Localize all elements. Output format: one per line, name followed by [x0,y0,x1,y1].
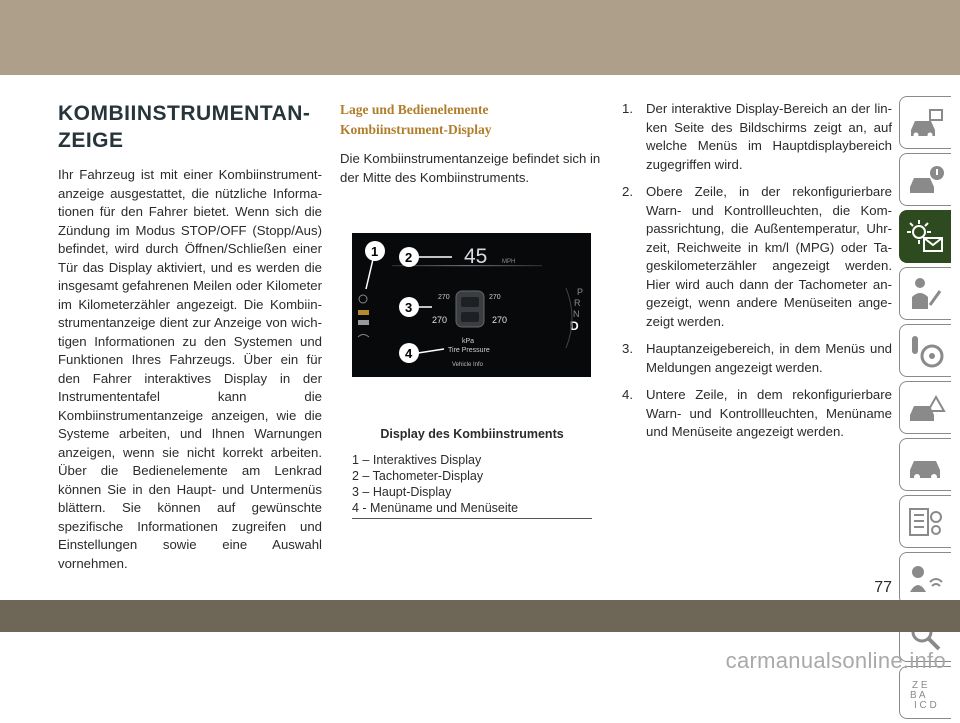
intro-column [58,100,322,573]
car-warning-icon [906,161,946,199]
svg-text:B A: B A [909,689,926,701]
header-band [0,0,960,75]
car-service-icon [906,446,946,484]
dashboard-light-icon [906,218,946,256]
tab-emergency[interactable] [899,381,951,434]
legend-item: 3 – Haupt-Display [352,485,452,499]
footer-band [0,600,960,632]
legend-item: 2 – Tachometer-Display [352,469,484,483]
page-number: 77 [874,579,892,596]
section-title-line1: KOMBIINSTRUMENTAN- [58,102,311,125]
callout-3-label: 3 [405,300,413,315]
road-emergency-icon [906,389,946,427]
intro-paragraph: Ihr Fahrzeug ist mit einer Kombiinstrumentanzeige ausgestattet, die nützliche Informationen für den Fahrer bietet. Wenn sich die Zündung im Modus STOP/OFF (Stopp/Aus) befindet, wird durch Öffnen/Schließen einer Tür das Display aktiviert, und es werden die insgesamt gefahrenen Meilen oder Kilometer im Kilometerzähler angezeigt. Die Kombiinstrumentanzeige dient zur Anzeige von wichtigen Informationen zu den Systemen und Funktionen Ihres Fahrzeugs. Über ein für den Fahrer interaktives Display in der Instrumententafel kann die Kombiinstrumentanzeige anzeigen, wie die Systeme arbeiten, und Ihnen Warnungen anzeigen, wenn sie nicht korrekt arbeiten. Über die Bedienelemente am Lenkrad können Sie in den Haupt- und Untermenüs blättern. Sie können auf gewünschte spezifische Informationen zugreifen und Einstellungen sowie eine Auswahl vornehmen. [58,167,322,571]
figure-caption: Display des Kombiinstruments [380,427,564,441]
tab-service[interactable] [899,438,951,491]
tire-rear-right: 270 [492,315,508,325]
cluster-display-illustration [352,233,591,377]
subheading-line1: Lage und Bedienelemente [340,102,489,117]
gear-r: R [574,298,581,308]
figure-legend [352,452,592,516]
multimedia-icon [906,560,946,598]
safety-person-icon [906,275,946,313]
tab-multimedia[interactable] [899,552,951,605]
list-item: 3. Hauptanzeigebereich, in dem Menüs und Meldungen angezeigt werden. [622,341,892,375]
legend-divider [352,518,592,519]
gear-d: D [570,319,579,333]
callout-2-label: 2 [405,250,413,265]
lamp-icon [358,320,369,325]
gear-n: N [573,309,580,319]
tire-front-right: 270 [489,294,501,301]
tab-car-info[interactable] [899,96,951,149]
subheading [340,100,604,140]
tab-steering[interactable] [899,324,951,377]
warning-lamp-icon [358,310,369,315]
speed-unit: MPH [502,259,516,265]
tire-label: Tire Pressure [448,347,490,354]
location-column [340,100,604,187]
tire-rear-left: 270 [432,315,448,325]
gear-p: P [577,287,584,297]
steps-column [622,100,892,451]
tab-specifications[interactable] [899,495,951,548]
list-item: 2. Obere Zeile, in der rekonfigurierbare Warn- und Kontrollleuchten, die Kompassrichtung, die Außentemperatur, Uhrzeit, Reichweite in km/l (MPG) oder Tageskilometerzähler angezeigt werden. Hier wird auch dann der Tachometer angezeigt, wenn andere Menüseiten angezeigt werden. [622,184,892,329]
specifications-icon [906,503,946,541]
legend-item: 4 - Menüname und Menüseite [352,501,519,515]
tab-car-warning[interactable] [899,153,951,206]
list-item: 4. Untere Zeile, in dem rekonfigurierbare Warn- und Kontrollleuchten, Menüname und Menüseite angezeigt werden. [622,387,892,439]
tab-safety[interactable] [899,267,951,320]
svg-text:Z E: Z E [911,679,928,691]
legend-item: 1 – Interaktives Display [352,453,482,467]
location-paragraph: Die Kombiinstrumentanzeige befindet sich in der Mitte des Kombiinstruments. [340,151,601,185]
section-title [58,100,322,154]
list-item: 1. Der interaktive Display-Bereich an der linken Seite des Bildschirms zeigt an, auf welche Menüs im Hauptdisplaybereich zugegriffen wird. [622,101,892,172]
tire-unit: kPa [462,338,475,345]
subheading-line2: Kombiinstrument-Display [340,122,492,137]
cluster-display-figure [352,233,591,377]
callout-1-label: 1 [371,244,379,259]
callout-4-label: 4 [405,346,413,361]
tire-front-left: 270 [438,294,450,301]
alphabet-index-icon [906,674,946,712]
svg-text:I C D: I C D [913,699,937,711]
numbered-list [622,100,892,442]
watermark: carmanualsonline.info [725,648,946,673]
section-title-line2: ZEIGE [58,129,124,152]
steering-wheel-icon [906,332,946,370]
car-info-icon [906,104,946,142]
tab-dashboard-lights[interactable] [899,210,951,263]
speed-readout: 45 [464,245,488,268]
menu-label: Vehicle Info [452,362,484,368]
